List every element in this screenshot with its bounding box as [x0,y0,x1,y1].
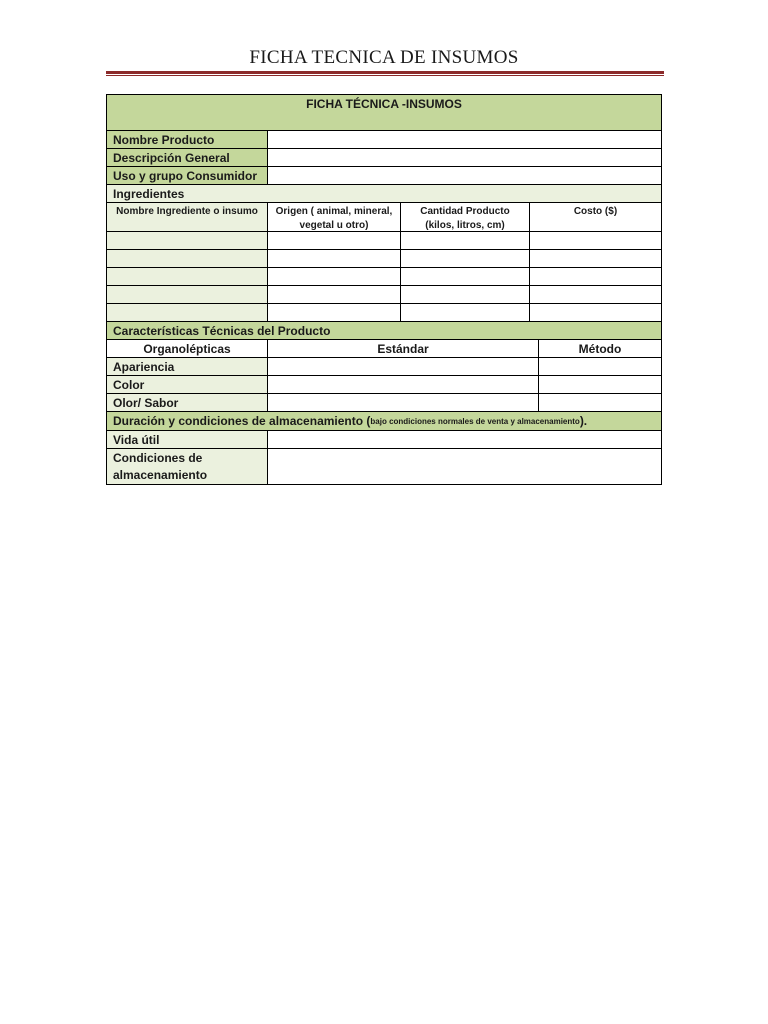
duracion-section-row [106,412,662,431]
ingrediente-costo-cell[interactable] [530,286,661,303]
col-estandar: Estándar [268,340,539,357]
title-underline-thick [106,71,664,74]
ingrediente-nombre-cell[interactable] [107,286,268,303]
table-row [106,304,662,322]
ficha-tecnica-table [106,94,662,485]
table-row [106,250,662,268]
table-row [106,268,662,286]
vida-util-row [106,431,662,449]
uso-grupo-value[interactable] [268,167,661,184]
ingrediente-origen-cell[interactable] [268,232,401,249]
condiciones-almacenamiento-label: Condiciones de almacenamiento [107,449,268,484]
ingrediente-nombre-cell[interactable] [107,268,268,285]
ingrediente-cantidad-cell[interactable] [401,268,530,285]
ingrediente-origen-cell[interactable] [268,268,401,285]
ingrediente-nombre-cell[interactable] [107,304,268,321]
ingrediente-cantidad-cell[interactable] [401,232,530,249]
descripcion-general-row [106,149,662,167]
condiciones-almacenamiento-row [106,449,662,485]
table-row [106,232,662,250]
ingredientes-header-row [106,203,662,232]
duracion-label-close: ). [579,414,588,428]
col-organolepticas: Organolépticas [107,340,268,357]
duracion-label [107,412,661,430]
table-row [106,376,662,394]
document-title: FICHA TECNICA DE INSUMOS [249,47,519,68]
duracion-label-note: bajo condiciones normales de venta y almacenamiento [370,416,580,426]
ingrediente-cantidad-cell[interactable] [401,304,530,321]
uso-grupo-label: Uso y grupo Consumidor [107,167,268,184]
table-header-row [106,94,662,131]
col-nombre-ingrediente: Nombre Ingrediente o insumo [107,203,268,231]
ingredientes-label: Ingredientes [113,186,185,201]
ingrediente-cantidad-cell[interactable] [401,286,530,303]
title-underline-thin [106,75,664,76]
apariencia-estandar[interactable] [268,358,539,375]
ingrediente-origen-cell[interactable] [268,304,401,321]
ingrediente-nombre-cell[interactable] [107,232,268,249]
vida-util-value[interactable] [268,431,661,448]
color-label: Color [107,376,268,393]
caracteristicas-label: Características Técnicas del Producto [113,323,331,338]
ingredientes-section-row [106,185,662,203]
col-origen: Origen ( animal, mineral, vegetal u otro) [268,203,401,231]
ingrediente-costo-cell[interactable] [530,304,661,321]
nombre-producto-label: Nombre Producto [107,131,268,148]
col-costo: Costo ($) [573,206,618,217]
table-header: FICHA TÉCNICA -INSUMOS [306,97,462,111]
apariencia-label: Apariencia [107,358,268,375]
descripcion-general-label: Descripción General [107,149,268,166]
col-cantidad: Cantidad Producto (kilos, litros, cm) [401,203,530,231]
color-metodo[interactable] [539,376,661,393]
caracteristicas-header-row [106,340,662,358]
uso-grupo-row [106,167,662,185]
ingrediente-origen-cell[interactable] [268,286,401,303]
ingrediente-costo-cell[interactable] [530,268,661,285]
ingrediente-costo-cell[interactable] [530,250,661,267]
olor-sabor-metodo[interactable] [539,394,661,411]
color-estandar[interactable] [268,376,539,393]
caracteristicas-section-row [106,322,662,340]
nombre-producto-row [106,131,662,149]
vida-util-label: Vida útil [107,431,268,448]
table-row [106,394,662,412]
descripcion-general-value[interactable] [268,149,661,166]
table-row [106,358,662,376]
apariencia-metodo[interactable] [539,358,661,375]
olor-sabor-label: Olor/ Sabor [107,394,268,411]
col-metodo: Método [578,341,622,356]
nombre-producto-value[interactable] [268,131,661,148]
table-row [106,286,662,304]
duracion-label-main: Duración y condiciones de almacenamiento ( [113,414,371,428]
ingrediente-nombre-cell[interactable] [107,250,268,267]
condiciones-almacenamiento-value[interactable] [268,449,661,484]
ingrediente-costo-cell[interactable] [530,232,661,249]
olor-sabor-estandar[interactable] [268,394,539,411]
ingrediente-cantidad-cell[interactable] [401,250,530,267]
ingrediente-origen-cell[interactable] [268,250,401,267]
